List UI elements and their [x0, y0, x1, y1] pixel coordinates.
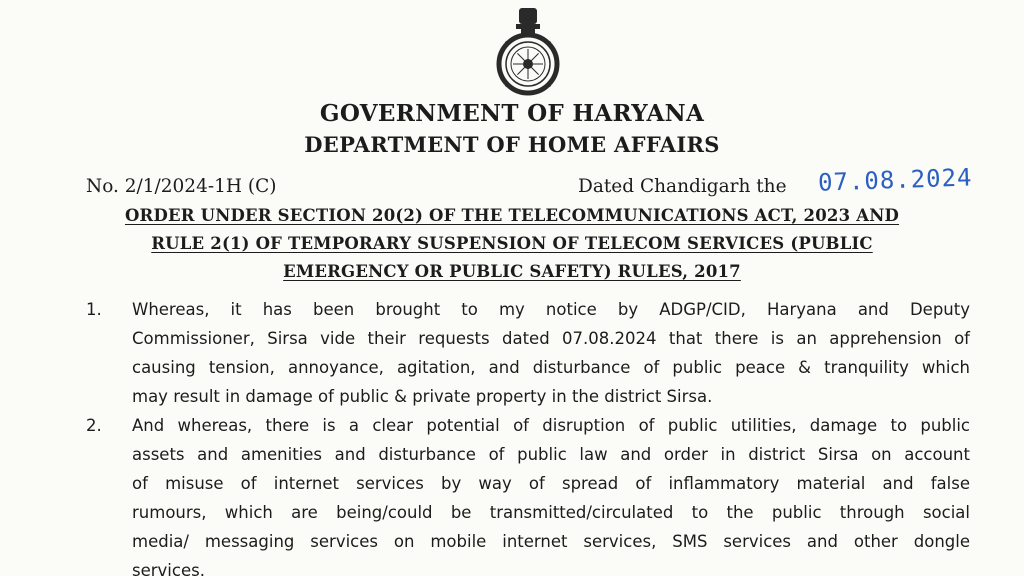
paragraph-line: And whereas, there is a clear potential of disruption of public utilities, damage to public: [132, 416, 970, 435]
order-title-line-3: EMERGENCY OR PUBLIC SAFETY) RULES, 2017: [283, 262, 741, 281]
haryana-state-emblem-icon: [478, 4, 578, 96]
paragraph-line: rumours, which are being/could be transmitted/circulated to the public through social: [132, 503, 970, 522]
paragraph-line: of misuse of internet services by way of spread of inflammatory material and false: [132, 474, 970, 493]
paragraph-line: causing tension, annoyance, agitation, and disturbance of public peace & tranquility which: [132, 358, 970, 377]
paragraph-line: may result in damage of public & private property in the district Sirsa.: [132, 387, 713, 406]
government-title: GOVERNMENT OF HARYANA: [319, 100, 705, 127]
paragraph-line: Whereas, it has been brought to my notice by ADGP/CID, Haryana and Deputy: [132, 300, 970, 319]
paragraph-line: services.: [132, 561, 205, 576]
paragraph-line: media/ messaging services on mobile internet services, SMS services and other dongle: [132, 532, 970, 551]
dated-label: Dated Chandigarh the: [578, 176, 787, 197]
department-title: DEPARTMENT OF HOME AFFAIRS: [304, 132, 720, 157]
paragraph-number: 2.: [86, 416, 102, 435]
paragraph-number: 1.: [86, 300, 102, 319]
order-reference-number: No. 2/1/2024-1H (C): [86, 176, 277, 197]
order-title-line-1: ORDER UNDER SECTION 20(2) OF THE TELECOMMUNICATIONS ACT, 2023 AND: [124, 206, 900, 225]
handwritten-date: 07.08.2024: [817, 163, 973, 197]
paragraph-line: assets and amenities and disturbance of public law and order in district Sirsa on account: [132, 445, 970, 464]
order-title-line-2: RULE 2(1) OF TEMPORARY SUSPENSION OF TELECOM SERVICES (PUBLIC: [151, 234, 873, 253]
paragraph-line: Commissioner, Sirsa vide their requests dated 07.08.2024 that there is an apprehension of: [132, 329, 970, 348]
